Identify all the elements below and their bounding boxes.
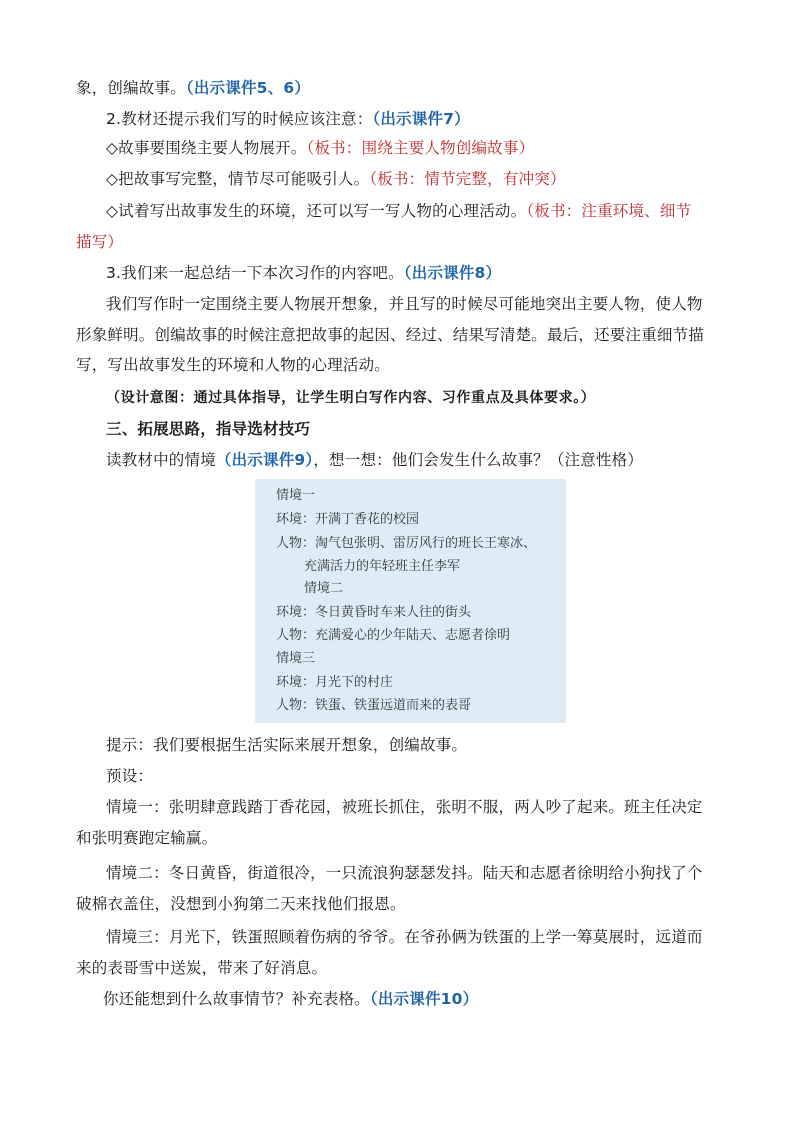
preset-scenario-3: 情境三：月光下，铁蛋照顾着伤病的爷爷。在爷孙俩为铁蛋的上学一筹莫展时，远道而 [106, 928, 703, 946]
scenario-environment: 环境：月光下的村庄 [276, 675, 394, 690]
body-text: 你还能想到什么故事情节？补充表格。 [103, 990, 370, 1008]
preset-label: 预设： [106, 767, 154, 785]
scenario-characters: 人物：铁蛋、铁蛋远道而来的表哥 [276, 698, 472, 713]
hint-line: 提示：我们要根据生活实际来展开想象，创编故事。 [106, 736, 468, 754]
body-text: ◇试着写出故事发生的环境，还可以写一写人物的心理活动。 [106, 202, 527, 220]
courseware-reference: （出示课件9） [215, 451, 314, 469]
scenario-environment: 环境：开满丁香花的校园 [276, 512, 420, 527]
courseware-reference: （出示课件5、6） [185, 79, 311, 97]
scenario-title: 情境一 [276, 488, 316, 503]
preset-scenario-3-continued: 来的表哥雪中送炭，带来了好消息。 [76, 959, 328, 977]
design-note [106, 388, 595, 408]
paragraph-line [106, 263, 501, 283]
body-text: 3.我们来一起总结一下本次习作的内容吧。 [106, 264, 404, 282]
courseware-reference: （出示课件10） [369, 990, 479, 1008]
paragraph-line [103, 989, 478, 1009]
board-note: （板书：注重环境、细节 [526, 202, 692, 220]
body-text: 象，创编故事。 [76, 79, 186, 97]
paragraph-line [106, 169, 566, 189]
preset-scenario-2-continued: 破棉衣盖住，没想到小狗第二天来找他们报恩。 [76, 895, 406, 913]
scenario-characters: 人物：充满爱心的少年陆天、志愿者徐明 [276, 628, 511, 643]
preset-scenario-2: 情境二：冬日黄昏，街道很冷，一只流浪狗瑟瑟发抖。陆天和志愿者徐明给小狗找了个 [106, 864, 703, 882]
body-text: ◇故事要围绕主要人物展开。 [106, 139, 307, 157]
scenario-characters-continued: 充满活力的年轻班主任李军 [304, 559, 461, 574]
body-text: ◇把故事写完整，情节尽可能吸引人。 [106, 170, 370, 188]
scenario-title: 情境三 [276, 651, 316, 666]
courseware-reference: （出示课件7） [372, 110, 470, 128]
section-heading: 三、拓展思路，指导选材技巧 [106, 420, 311, 438]
paragraph-line [106, 201, 691, 221]
board-note-continued: 描写） [76, 233, 124, 251]
scenario-title: 情境二 [304, 581, 344, 596]
design-note-label: （设计意图： [106, 390, 194, 406]
board-note: （板书：围绕主要人物创编故事） [306, 139, 535, 157]
courseware-reference: （出示课件8） [403, 264, 502, 282]
preset-scenario-1: 情境一：张明肆意践踏丁香花园，被班长抓住，张明不服，两人吵了起来。班主任决定 [106, 798, 703, 816]
body-text: ，想一想：他们会发生什么故事？（注意性格） [313, 451, 644, 469]
scenario-environment: 环境：冬日黄昏时车来人往的街头 [276, 605, 472, 620]
design-note-text: 通过具体指导，让学生明白写作内容、习作重点及具体要求。） [193, 390, 596, 406]
preset-scenario-1-continued: 和张明赛跑定输赢。 [76, 829, 218, 847]
paragraph-line [106, 109, 470, 129]
body-text: 读教材中的情境 [106, 451, 216, 469]
body-text: 2.教材还提示我们写的时候应该注意： [106, 110, 373, 128]
paragraph-line [106, 138, 534, 158]
summary-line: 我们写作时一定围绕主要人物展开想象，并且写的时候尽可能地突出主要人物，使人物 [106, 295, 703, 313]
paragraph-line [106, 450, 643, 470]
board-note: （板书：情节完整，有冲突） [369, 170, 566, 188]
scenario-box [255, 479, 566, 723]
scenario-characters: 人物：淘气包张明、雷厉风行的班长王寒冰、 [276, 536, 537, 551]
summary-line: 写，写出故事发生的环境和人物的心理活动。 [76, 356, 391, 374]
summary-line: 形象鲜明。创编故事的时候注意把故事的起因、经过、结果写清楚。最后，还要注重细节描 [76, 326, 705, 344]
paragraph-line [76, 78, 310, 98]
